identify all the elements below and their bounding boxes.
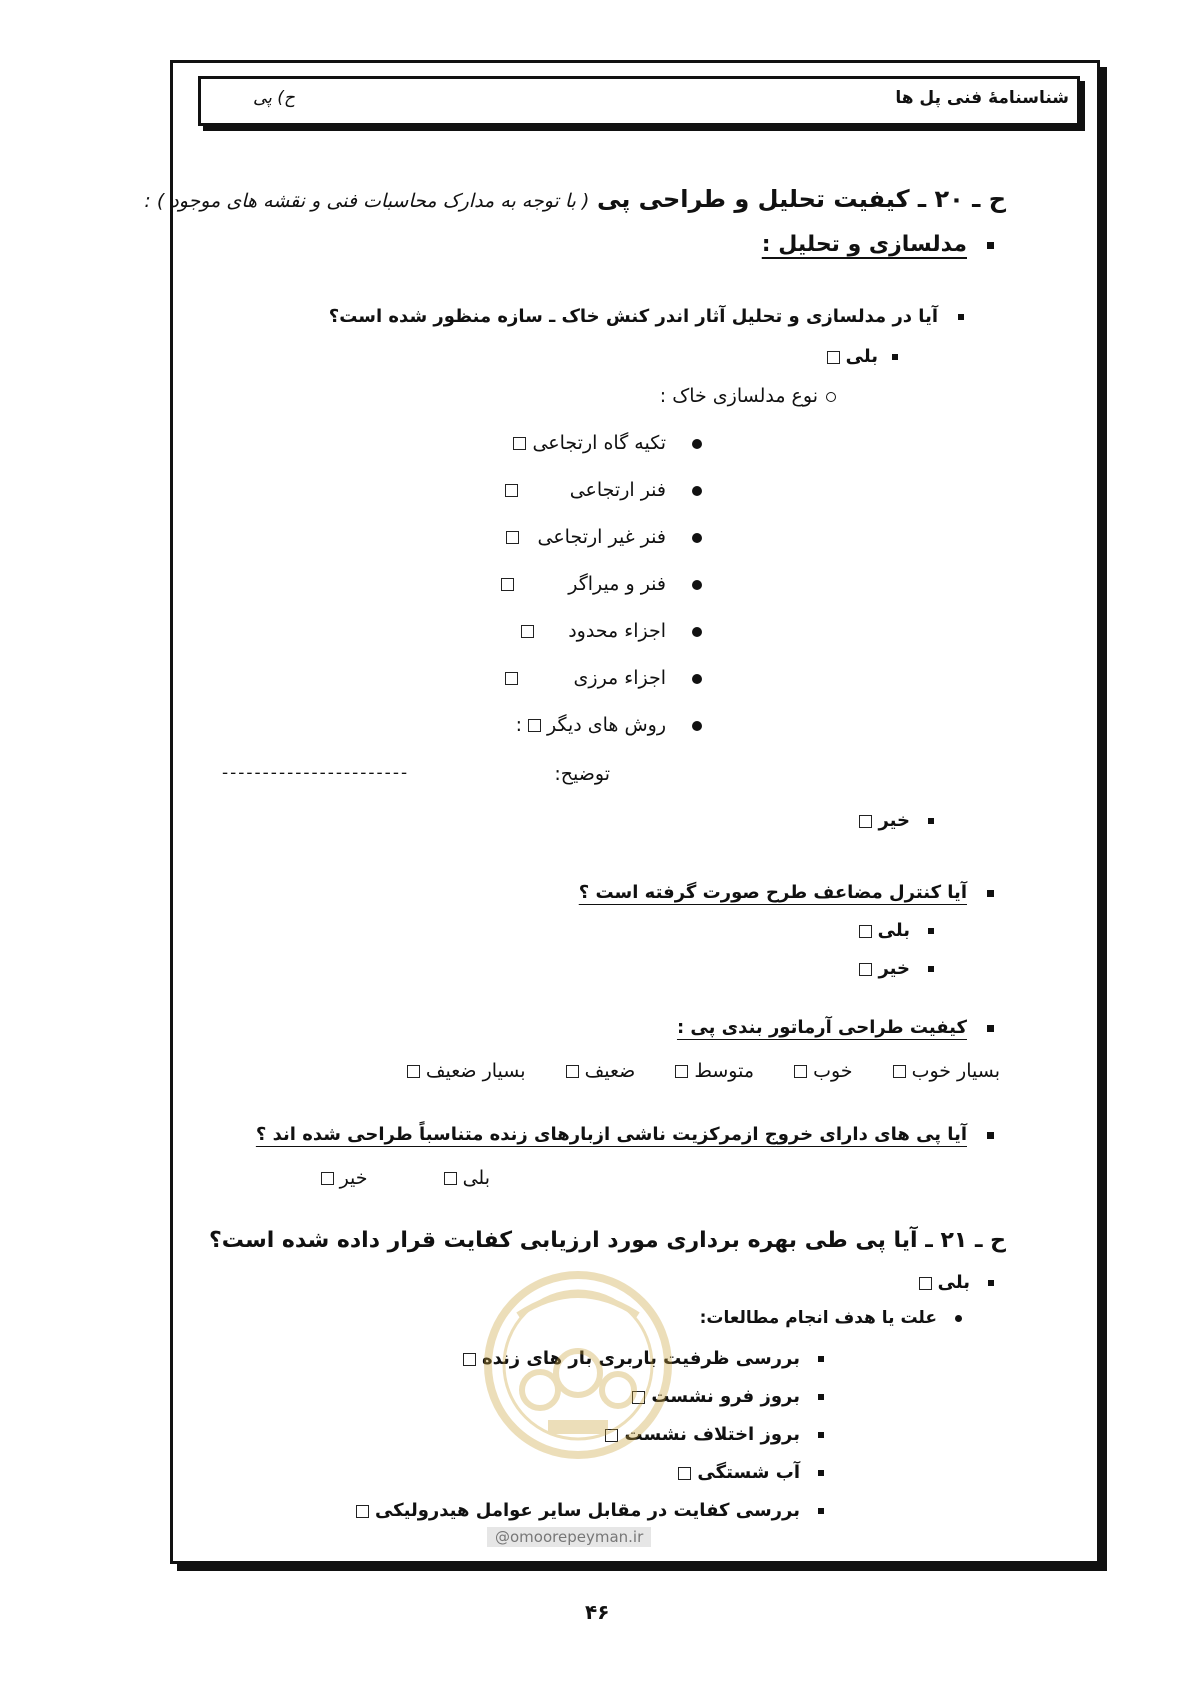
soil-option-label: تکیه گاه ارتجاعی xyxy=(532,432,666,454)
reason-label: آب شستگی xyxy=(697,1462,800,1483)
reason-row xyxy=(350,1500,824,1521)
soil-option-row xyxy=(499,667,702,689)
soil-option-checkbox[interactable] xyxy=(528,719,541,732)
square-bullet-icon xyxy=(818,1508,824,1514)
square-bullet-icon xyxy=(928,928,934,934)
h21-yes-label: بلی xyxy=(937,1272,970,1293)
explain-line[interactable]: ----------------------- xyxy=(222,763,410,783)
square-bullet-icon xyxy=(818,1356,824,1362)
reason-label: بروز اختلاف نشست xyxy=(624,1424,800,1445)
section-21-title: ح ـ ۲۱ ـ آیا پی طی بهره برداری مورد ارزیابی کفایت قرار داده شده است؟ xyxy=(209,1228,1006,1253)
soil-option-label: اجزاء مرزی xyxy=(573,667,666,689)
eccentricity-question: آیا پی های دارای خروج ازمرکزیت ناشی ازبارهای زنده متناسباً طراحی شده اند ؟ xyxy=(255,1124,967,1145)
scale-checkbox[interactable] xyxy=(566,1065,579,1078)
soil-option-row xyxy=(515,620,702,642)
scale-checkbox[interactable] xyxy=(794,1065,807,1078)
square-bullet-icon xyxy=(818,1432,824,1438)
bullet-icon xyxy=(692,533,702,543)
eccentricity-answers xyxy=(315,1167,490,1189)
ssi-question: آیا در مدلسازی و تحلیل آثار اندر کنش خاک ـ سازه منظور شده است؟ xyxy=(328,306,938,327)
scale-label: ضعیف xyxy=(584,1060,636,1082)
bullet-icon xyxy=(955,1315,962,1322)
bullet-icon xyxy=(692,627,702,637)
section-20-title: ح ـ ۲۰ ـ کیفیت تحلیل و طراحی پی xyxy=(597,185,1006,213)
bullet-icon xyxy=(692,439,702,449)
soil-option-row xyxy=(500,526,702,548)
square-bullet-icon xyxy=(928,818,934,824)
square-bullet-icon xyxy=(892,354,898,360)
soil-option-label: فنر غیر ارتجاعی xyxy=(537,526,666,548)
reason-checkbox[interactable] xyxy=(356,1505,369,1518)
factor-control-question: آیا کنترل مضاعف طرح صورت گرفته است ؟ xyxy=(578,882,967,903)
bullet-icon xyxy=(692,674,702,684)
page-number: ۴۶ xyxy=(585,1600,610,1624)
soil-type-label: نوع مدلسازی خاک : xyxy=(659,385,818,407)
square-bullet-icon xyxy=(988,1280,994,1286)
eccentricity-yes-label: بلی xyxy=(462,1167,490,1189)
square-bullet-icon xyxy=(958,314,964,320)
ssi-no-row xyxy=(853,810,934,831)
watermark-url: @omoorepeyman.ir xyxy=(487,1527,651,1547)
soil-type-row xyxy=(660,385,836,407)
reason-label: بررسی ظرفیت باربری بار های زنده xyxy=(482,1348,800,1369)
scale-checkbox[interactable] xyxy=(407,1065,420,1078)
factor-control-row xyxy=(579,882,994,903)
soil-option-checkbox[interactable] xyxy=(505,672,518,685)
header-section: ح) پی xyxy=(253,88,295,108)
explain-label: توضیح: xyxy=(554,763,610,785)
factor-yes-row xyxy=(853,920,934,941)
reason-row xyxy=(672,1462,824,1483)
square-bullet-icon xyxy=(987,1132,994,1139)
modeling-heading-row xyxy=(762,232,994,257)
ssi-yes-label: بلی xyxy=(845,346,878,367)
soil-option-checkbox[interactable] xyxy=(513,437,526,450)
other-suffix: : xyxy=(515,714,522,736)
factor-no-row xyxy=(853,958,934,979)
reason-checkbox[interactable] xyxy=(463,1353,476,1366)
ssi-question-row xyxy=(329,306,964,327)
scale-label: خوب xyxy=(813,1060,853,1082)
ssi-no-checkbox[interactable] xyxy=(859,815,872,828)
square-bullet-icon xyxy=(987,890,994,897)
square-bullet-icon xyxy=(928,966,934,972)
rebar-quality-scale xyxy=(280,1060,1000,1082)
bullet-icon xyxy=(692,486,702,496)
soil-option-label: اجزاء محدود xyxy=(568,620,666,642)
reason-checkbox[interactable] xyxy=(678,1467,691,1480)
factor-yes-label: بلی xyxy=(877,920,910,941)
soil-option-label: روش های دیگر xyxy=(546,714,666,736)
soil-option-checkbox[interactable] xyxy=(521,625,534,638)
square-bullet-icon xyxy=(987,242,994,249)
reason-label: بررسی کفایت در مقابل سایر عوامل هیدرولیکی xyxy=(374,1500,800,1521)
h21-yes-row xyxy=(913,1272,994,1293)
header-title: شناسنامهٔ فنی پل ها xyxy=(895,88,1069,108)
eccentricity-row xyxy=(256,1124,994,1145)
scale-checkbox[interactable] xyxy=(893,1065,906,1078)
soil-option-label: فنر ارتجاعی xyxy=(569,479,666,501)
scale-label: بسیار خوب xyxy=(911,1060,1000,1082)
square-bullet-icon xyxy=(987,1025,994,1032)
reason-label-row xyxy=(700,1308,962,1328)
soil-option-row xyxy=(516,714,702,736)
scale-checkbox[interactable] xyxy=(675,1065,688,1078)
soil-option-row xyxy=(499,479,702,501)
scale-label: بسیار ضعیف xyxy=(425,1060,526,1082)
reason-label: بروز فرو نشست xyxy=(651,1386,800,1407)
section-20-note: ( با توجه به مدارک محاسبات فنی و نقشه های موجود ) : xyxy=(144,190,590,212)
square-bullet-icon xyxy=(818,1394,824,1400)
factor-no-checkbox[interactable] xyxy=(859,963,872,976)
eccentricity-yes-checkbox[interactable] xyxy=(444,1172,457,1185)
eccentricity-no-checkbox[interactable] xyxy=(321,1172,334,1185)
section-20-title-line xyxy=(144,185,1006,213)
bullet-icon xyxy=(692,721,702,731)
watermark-seal-icon xyxy=(478,1255,678,1465)
soil-option-checkbox[interactable] xyxy=(505,484,518,497)
soil-option-checkbox[interactable] xyxy=(501,578,514,591)
soil-option-label: فنر و میراگر xyxy=(568,573,666,595)
page-header xyxy=(198,76,1080,126)
soil-option-row xyxy=(507,432,702,454)
eccentricity-no-label: خیر xyxy=(339,1167,368,1189)
rebar-quality-question: کیفیت طراحی آرماتور بندی پی : xyxy=(676,1017,967,1038)
reason-label: علت یا هدف انجام مطالعات: xyxy=(699,1308,937,1328)
square-bullet-icon xyxy=(818,1470,824,1476)
rebar-quality-row xyxy=(677,1017,994,1038)
h21-yes-checkbox[interactable] xyxy=(919,1277,932,1290)
soil-option-checkbox[interactable] xyxy=(506,531,519,544)
bullet-icon xyxy=(692,580,702,590)
factor-no-label: خیر xyxy=(878,958,910,979)
ssi-yes-row xyxy=(821,346,898,367)
modeling-heading: مدلسازی و تحلیل : xyxy=(761,232,967,257)
soil-option-row xyxy=(495,573,702,595)
scale-label: متوسط xyxy=(694,1060,755,1082)
ssi-no-label: خیر xyxy=(878,810,910,831)
circle-bullet-icon xyxy=(826,392,836,402)
factor-yes-checkbox[interactable] xyxy=(859,925,872,938)
ssi-yes-checkbox[interactable] xyxy=(827,351,840,364)
